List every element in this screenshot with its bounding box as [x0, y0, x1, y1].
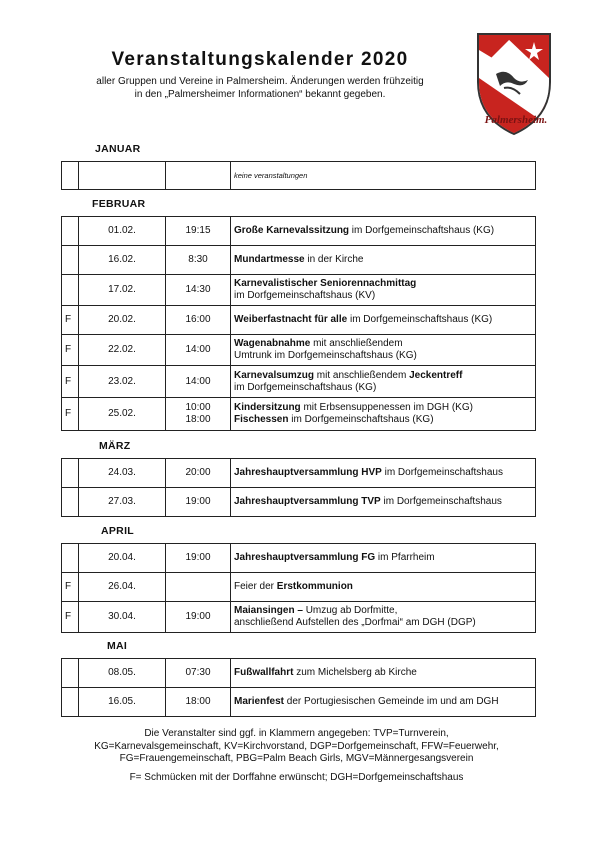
event-title: Karnevalistischer Seniorennachmittag [234, 278, 417, 289]
description-cell [231, 275, 536, 306]
time-second: 18:00 [185, 414, 211, 425]
date-cell: 30.04. [79, 602, 166, 633]
flag-cell: F [62, 398, 79, 431]
subtitle-line-1: aller Gruppen und Vereine in Palmersheim. Änderungen werden frühzeitig [96, 76, 424, 87]
time-cell: 20:00 [166, 459, 231, 488]
table-row [62, 162, 536, 190]
month-heading-april: APRIL [101, 525, 134, 537]
legend-line-2: KG=Karnevalsgemeinschaft, KV=Kirchvorstand, DGP=Dorfgemeinschaft, FFW=Feuerwehr, [94, 740, 499, 752]
flag-cell: F [62, 335, 79, 366]
event-title: Jahreshauptversammlung HVP [234, 467, 382, 478]
time-cell: 14:30 [166, 275, 231, 306]
flag-cell: F [62, 602, 79, 633]
event-title: Jahreshauptversammlung TVP [234, 496, 381, 507]
table-row [62, 602, 536, 633]
subtitle-line-2: in den „Palmersheimer Informationen“ bekannt gegeben. [134, 89, 386, 100]
description-cell [231, 544, 536, 573]
event-detail: im Dorfgemeinschaftshaus (KG) [347, 314, 493, 325]
event-title: Wagenabnahme [234, 338, 311, 349]
date-cell: 27.03. [79, 488, 166, 517]
organizer-legend [40, 728, 553, 766]
description-cell [231, 306, 536, 335]
event-detail-line-2: im Dorfgemeinschaftshaus (KV) [234, 290, 376, 301]
time-cell [166, 398, 231, 431]
description-cell [231, 459, 536, 488]
flag-cell [62, 246, 79, 275]
flag-cell: F [62, 573, 79, 602]
time-cell [166, 573, 231, 602]
flag-cell [62, 659, 79, 688]
description-cell [231, 335, 536, 366]
description-cell [231, 217, 536, 246]
legend-line-3: FG=Frauengemeinschaft, PBG=Palm Beach Girls, MGV=Männergesangsverein [119, 753, 474, 764]
event-title: Große Karnevalssitzung [234, 225, 350, 236]
table-row [62, 217, 536, 246]
event-detail: zum Michelsberg ab Kirche [293, 667, 417, 678]
description-cell [231, 398, 536, 431]
month-heading-februar: FEBRUAR [92, 198, 146, 210]
time-cell: 18:00 [166, 688, 231, 717]
table-row [62, 459, 536, 488]
event-detail: mit anschließendem [314, 369, 410, 381]
table-row [62, 246, 536, 275]
legend-line-1: Die Veranstalter sind ggf. in Klammern angegeben: TVP=Turnverein, [144, 728, 449, 739]
table-row [62, 688, 536, 717]
event-title: Marienfest [234, 696, 285, 707]
flag-cell [62, 162, 79, 190]
table-row [62, 659, 536, 688]
event-detail-line-2: im Dorfgemeinschaftshaus (KG) [234, 381, 377, 393]
event-title: Kindersitzung [234, 402, 301, 413]
date-cell: 16.02. [79, 246, 166, 275]
flag-legend: F= Schmücken mit der Dorffahne erwünscht; DGH=Dorfgemeinschaftshaus [129, 772, 464, 783]
event-detail: im Dorfgemeinschaftshaus [381, 467, 503, 478]
table-april [61, 543, 536, 633]
event-title: Jahreshauptversammlung FG [234, 552, 376, 563]
description-cell [231, 246, 536, 275]
flag-cell: F [62, 366, 79, 398]
flag-cell [62, 488, 79, 517]
event-detail: im Dorfgemeinschaftshaus [380, 496, 502, 507]
event-title: Weiberfastnacht für alle [234, 314, 348, 325]
flag-cell [62, 275, 79, 306]
table-row [62, 573, 536, 602]
date-cell: 20.02. [79, 306, 166, 335]
table-row [62, 335, 536, 366]
time-cell: 8:30 [166, 246, 231, 275]
event-detail: im Dorfgemeinschaftshaus (KG) [349, 225, 495, 236]
table-row [62, 544, 536, 573]
event-title-2: Fischessen [234, 414, 289, 425]
event-detail: der Portugiesischen Gemeinde im und am DGH [284, 696, 499, 707]
event-detail: Umzug ab Dorfmitte, [305, 605, 398, 616]
description-cell [231, 659, 536, 688]
date-cell [79, 162, 166, 190]
table-maerz [61, 458, 536, 517]
event-detail-line-2: anschließend Aufstellen des „Dorfmai“ am DGH (DGP) [234, 617, 476, 628]
table-row [62, 306, 536, 335]
event-detail: mit anschließendem [310, 338, 403, 349]
time-cell: 19:00 [166, 544, 231, 573]
flag-cell [62, 688, 79, 717]
event-title: Karnevalsumzug [234, 369, 315, 381]
table-row [62, 275, 536, 306]
time-cell: 14:00 [166, 335, 231, 366]
month-heading-januar: JANUAR [95, 143, 141, 155]
event-detail: in der Kirche [304, 254, 364, 265]
table-februar [61, 216, 536, 431]
description-cell [231, 573, 536, 602]
description-cell [231, 162, 536, 190]
table-mai [61, 658, 536, 717]
time-cell: 07:30 [166, 659, 231, 688]
date-cell: 20.04. [79, 544, 166, 573]
month-heading-mai: MAI [107, 640, 128, 652]
crest-caption: Palmersheim. [484, 114, 548, 126]
date-cell: 24.03. [79, 459, 166, 488]
event-detail-line-2: Umtrunk im Dorfgemeinschaftshaus (KG) [234, 350, 417, 361]
month-heading-maerz: MÄRZ [99, 440, 131, 452]
flag-cell [62, 544, 79, 573]
event-title: Maiansingen – [234, 605, 306, 616]
date-cell: 23.02. [79, 366, 166, 398]
flag-cell [62, 217, 79, 246]
flag-cell: F [62, 306, 79, 335]
page-title: Veranstaltungskalender 2020 [111, 49, 409, 70]
time-cell: 19:00 [166, 488, 231, 517]
description-cell [231, 688, 536, 717]
table-row [62, 366, 536, 398]
date-cell: 17.02. [79, 275, 166, 306]
event-title-2: Jeckentreff [409, 369, 463, 381]
no-events-note: keine veranstaltungen [234, 170, 308, 180]
description-cell [231, 488, 536, 517]
date-cell: 16.05. [79, 688, 166, 717]
time-cell [166, 162, 231, 190]
time-cell: 19:15 [166, 217, 231, 246]
table-row [62, 488, 536, 517]
page-subtitle [70, 75, 450, 101]
date-cell: 22.02. [79, 335, 166, 366]
description-cell [231, 366, 536, 398]
description-cell [231, 602, 536, 633]
event-detail: im Pfarrheim [375, 552, 435, 563]
time-cell: 14:00 [166, 366, 231, 398]
time-cell: 16:00 [166, 306, 231, 335]
date-cell: 08.05. [79, 659, 166, 688]
event-prefix: Feier der [234, 581, 277, 592]
event-title: Mundartmesse [234, 254, 305, 265]
flag-cell [62, 459, 79, 488]
table-row [62, 398, 536, 431]
date-cell: 26.04. [79, 573, 166, 602]
event-detail-line-2: im Dorfgemeinschaftshaus (KG) [288, 414, 434, 425]
event-detail: mit Erbsensuppenessen im DGH (KG) [300, 402, 473, 413]
event-title: Fußwallfahrt [234, 667, 294, 678]
table-januar [61, 161, 536, 190]
date-cell: 25.02. [79, 398, 166, 431]
date-cell: 01.02. [79, 217, 166, 246]
event-title: Erstkommunion [276, 581, 353, 592]
time-first: 10:00 [185, 402, 211, 413]
time-cell: 19:00 [166, 602, 231, 633]
